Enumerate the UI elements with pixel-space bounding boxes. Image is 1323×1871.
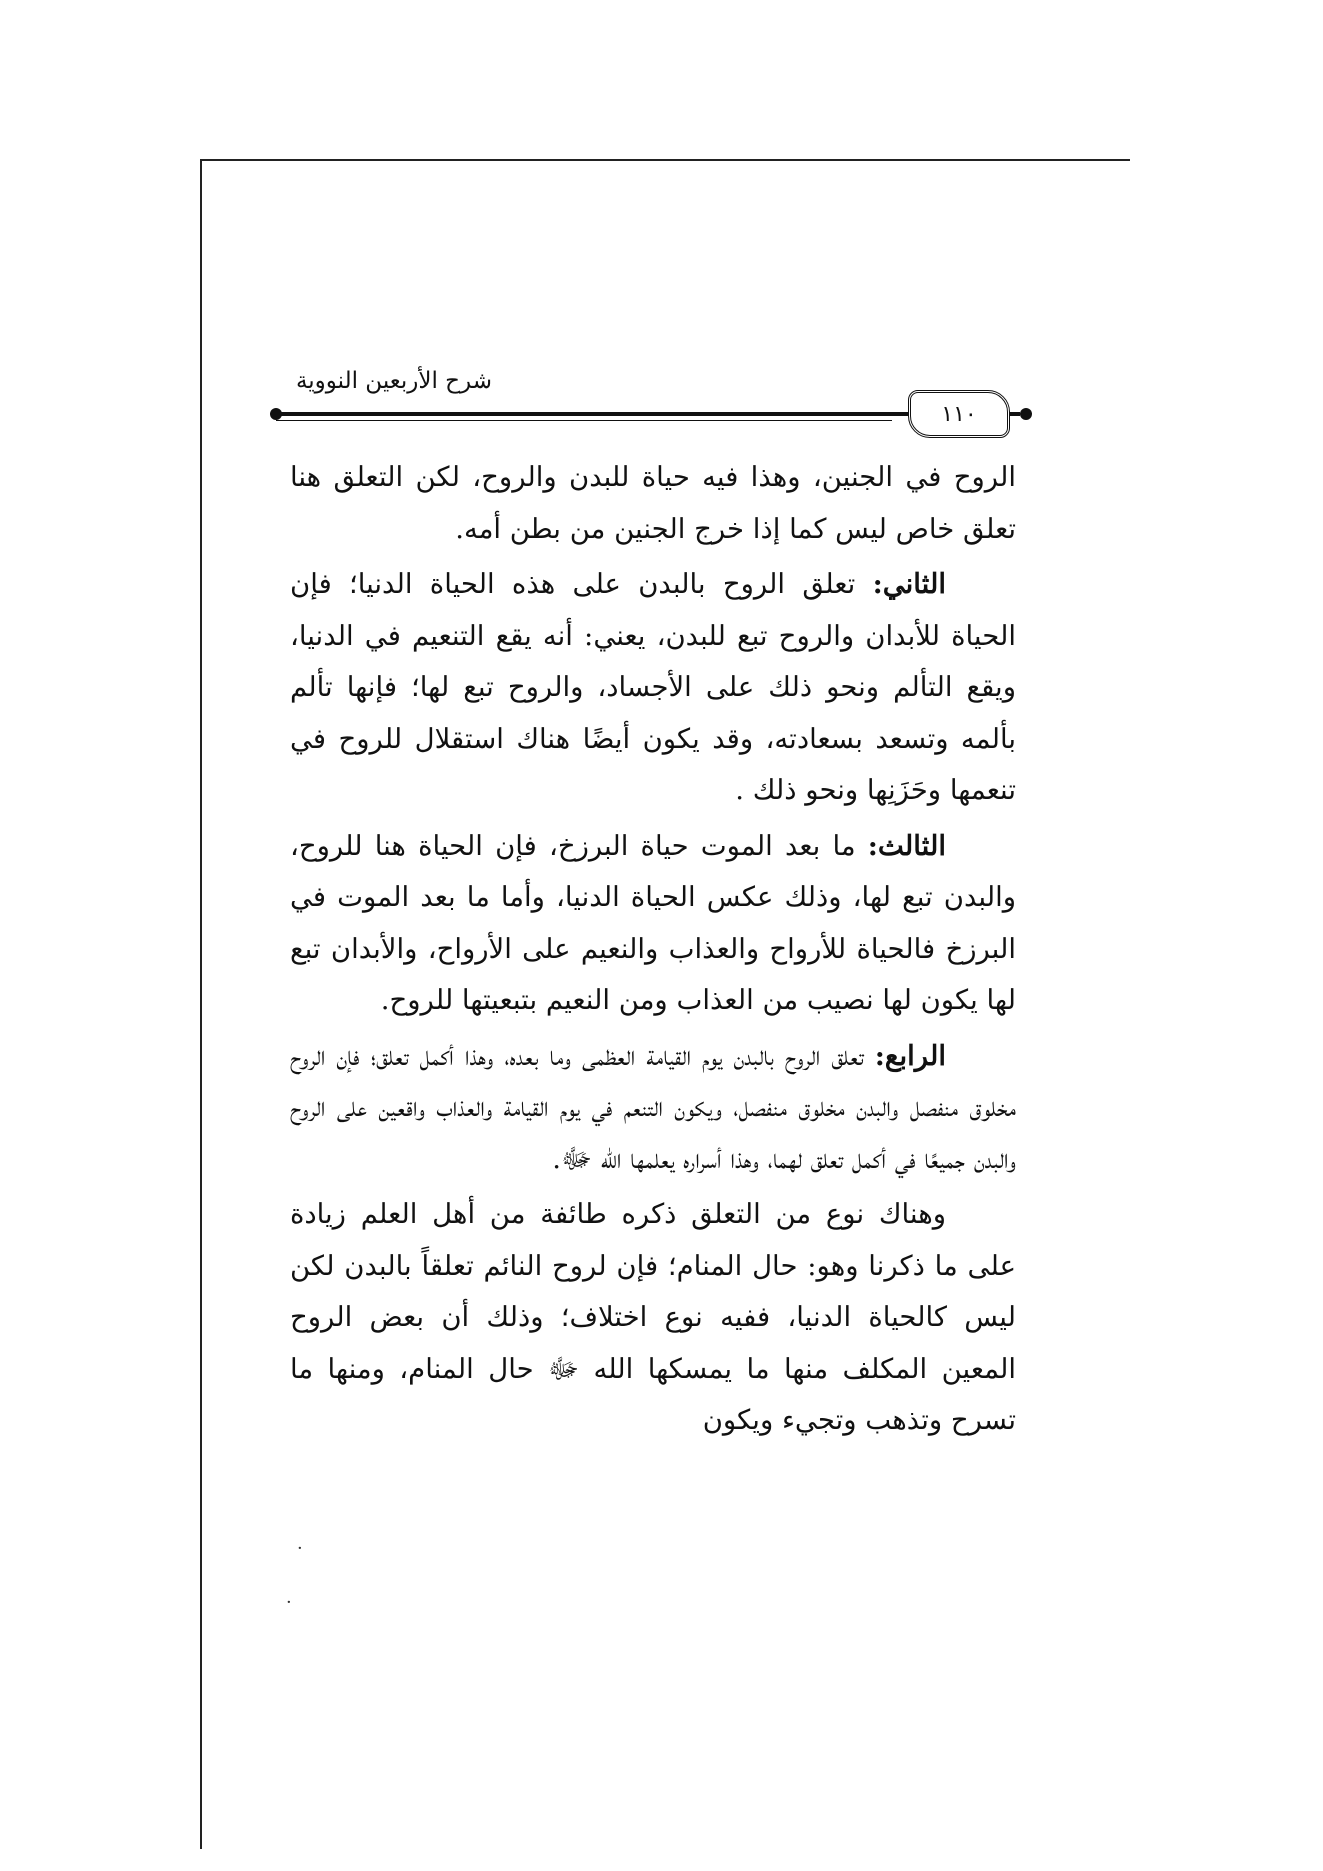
header-rule-thin	[276, 420, 892, 421]
scan-speck: ·	[297, 1538, 303, 1559]
paragraph-second	[290, 559, 1016, 817]
page-body	[290, 452, 1016, 1447]
paragraph-lead: الرابع:	[874, 1039, 946, 1072]
paragraph-third	[290, 821, 1016, 1027]
paragraph-text: تعلق الروح بالبدن يوم القيامة العظمى وما بعده، وهذا أكمل تعلق؛ فإن الروح مخلوق منفصل والبدن مخلوق منفصل، ويكون التنعم في يوم القيامة والعذاب واقعين على الروح والبدن جميعًا في أكمل تعلق لهما، وهذا أسراره يعلمها الله ﷻ.	[290, 1039, 1016, 1175]
paragraph-lead: الثالث:	[867, 829, 946, 862]
paragraph-fourth	[290, 1031, 1016, 1186]
header-ornament-dot-left	[270, 408, 282, 420]
page-number-frame	[908, 390, 1010, 438]
paragraph-sleep	[290, 1189, 1016, 1447]
paragraph-text: الروح في الجنين، وهذا فيه حياة للبدن والروح، لكن التعلق هنا تعلق خاص ليس كما إذا خرج الجنين من بطن أمه.	[290, 461, 1016, 545]
paragraph-text: ما بعد الموت حياة البرزخ، فإن الحياة هنا للروح، والبدن تبع لها، وذلك عكس الحياة الدنيا، وأما ما بعد الموت في البرزخ فالحياة للأرواح والعذاب والنعيم على الأرواح، والأبدان تبع لها يكون لها نصيب من العذاب ومن النعيم بتبعيتها للروح.	[290, 829, 1016, 1016]
scan-crop-line-top	[200, 159, 1130, 161]
header-ornament-dot-right	[1020, 408, 1032, 420]
book-title: شرح الأربعين النووية	[295, 368, 492, 394]
page-number: ١١٠	[941, 401, 977, 427]
scan-crop-line-left	[200, 159, 202, 1849]
scan-speck: ·	[286, 1592, 292, 1613]
paragraph-lead: الثاني:	[872, 568, 946, 600]
paragraph-text: تعلق الروح بالبدن على هذه الحياة الدنيا؛ فإن الحياة للأبدان والروح تبع للبدن، يعني: أنه يقع التنعيم في الدنيا، ويقع التألم ونحو ذلك على الأجساد، والروح تبع لها؛ فإنها تألم بألمه وتسعد بسعادته، وقد يكون أيضًا هناك استقلال للروح في تنعمها وحَزَنِها ونحو ذلك .	[290, 568, 1016, 806]
running-header	[270, 368, 1032, 438]
paragraph-continuation	[290, 452, 1016, 555]
paragraph-text: وهناك نوع من التعلق ذكره طائفة من أهل العلم زيادة على ما ذكرنا وهو: حال المنام؛ فإن لروح النائم تعلقاً بالبدن لكن ليس كالحياة الدنيا، ففيه نوع اختلاف؛ وذلك أن بعض الروح المعين المكلف منها ما يمسكها الله ﷻ حال المنام، ومنها ما تسرح وتذهب وتجيء ويكون	[290, 1198, 1016, 1436]
